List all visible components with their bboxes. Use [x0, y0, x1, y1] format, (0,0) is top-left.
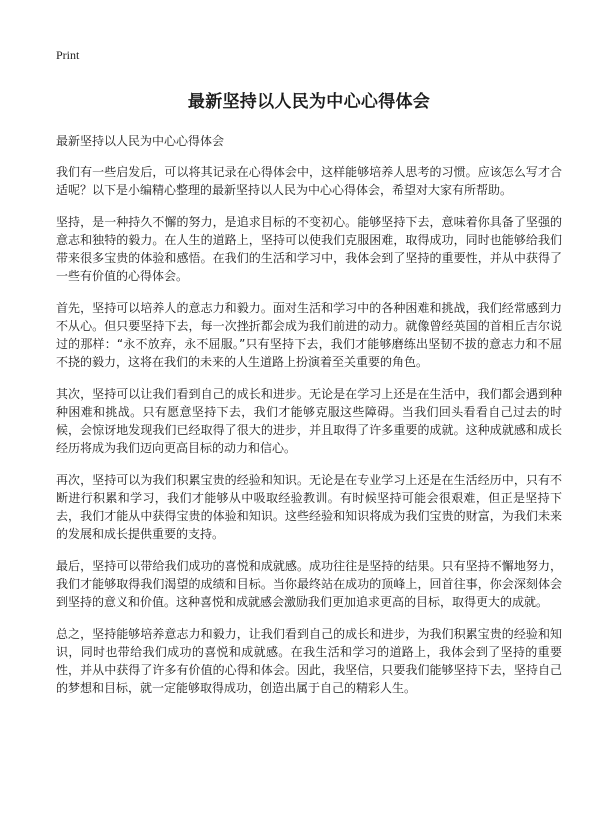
body-paragraph: 首先，坚持可以培养人的意志力和毅力。面对生活和学习中的各种困难和挑战，我们经常感到力不从心。但只要坚持下去，每一次挫折都会成为我们前进的动力。就像曾经英国的首相丘吉尔说过的那样：“永不放弃，永不屈服。”只有坚持下去，我们才能够磨练出坚韧不拔的意志力和不屈不挠的毅力，这将在我们的未来的人生道路上扮演着至关重要的角色。 [56, 301, 562, 369]
body-paragraph: 其次，坚持可以让我们看到自己的成长和进步。无论是在学习上还是在生活中，我们都会遇到种种困难和挑战。只有愿意坚持下去，我们才能够克服这些障碍。当我们回头看看自己过去的时候，会惊讶地发现我们已经取得了很大的进步，并且取得了许多重要的成就。这种成就感和成长经历将成为我们迈向更高目标的动力和信心。 [56, 387, 562, 455]
print-link[interactable]: Print [56, 48, 80, 62]
document-page [56, 44, 562, 711]
page-title: 最新坚持以人民为中心心得体会 [187, 92, 431, 112]
conclusion-paragraph: 总之，坚持能够培养意志力和毅力，让我们看到自己的成长和进步，为我们积累宝贵的经验和知识，同时也带给我们成功的喜悦和成就感。在我生活和学习的道路上，我体会到了坚持的重要性，并从中获得了许多有价值的心得和体会。因此，我坚信，只要我们能够坚持下去，坚持自己的梦想和目标，就一定能够取得成功，创造出属于自己的精彩人生。 [56, 627, 562, 695]
body-paragraph: 坚持，是一种持久不懈的努力，是追求目标的不变初心。能够坚持下去，意味着你具备了坚强的意志和独特的毅力。在人生的道路上，坚持可以使我们克服困难，取得成功，同时也能够给我们带来很多宝贵的体验和感悟。在我们的生活和学习中，我体会到了坚持的重要性，并从中获得了一些有价值的心得体会。 [56, 215, 562, 283]
intro-paragraph: 我们有一些启发后，可以将其记录在心得体会中，这样能够培养人思考的习惯。应该怎么写才合适呢？以下是小编精心整理的最新坚持以人民为中心心得体会，希望对大家有所帮助。 [56, 165, 562, 197]
article-subtitle: 最新坚持以人民为中心心得体会 [56, 134, 225, 148]
body-paragraph: 最后，坚持可以带给我们成功的喜悦和成就感。成功往往是坚持的结果。只有坚持不懈地努力，我们才能够取得我们渴望的成绩和目标。当你最终站在成功的顶峰上，回首往事，你会深刻体会到坚持的意义和价值。这种喜悦和成就感会激励我们更加追求更高的目标，取得更大的成就。 [56, 559, 562, 609]
body-paragraph: 再次，坚持可以为我们积累宝贵的经验和知识。无论是在专业学习上还是在生活经历中，只有不断进行积累和学习，我们才能够从中吸取经验教训。有时候坚持可能会很艰难，但正是坚持下去，我们才能从中获得宝贵的体验和知识。这些经验和知识将成为我们宝贵的财富，为我们未来的发展和成长提供重要的支持。 [56, 473, 562, 541]
